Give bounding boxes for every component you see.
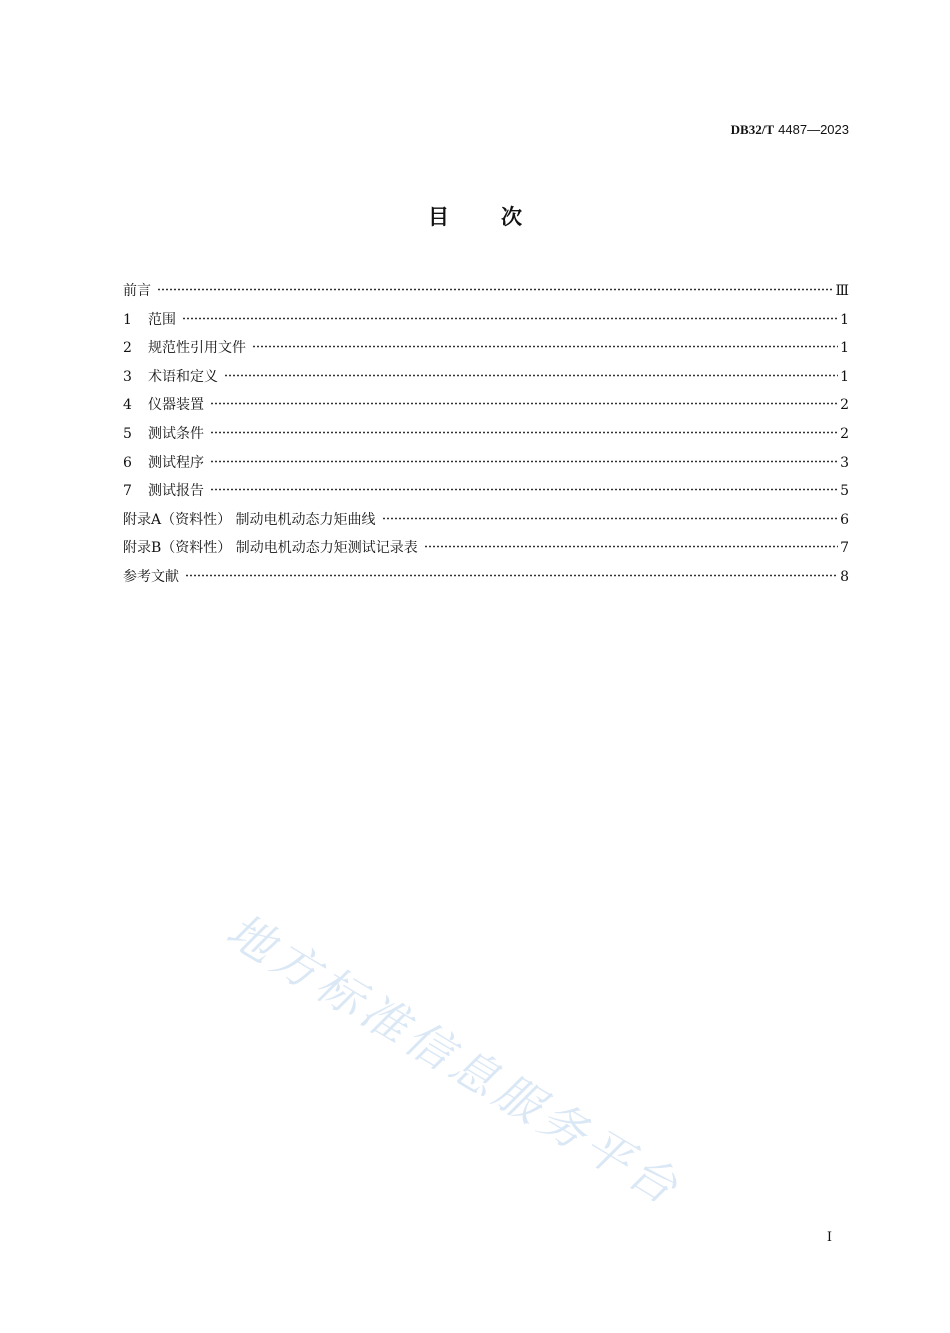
toc-entry-page: 1 [840,368,849,385]
toc-entry-7[interactable] [123,477,849,506]
toc-entry-page: 6 [840,511,849,528]
toc-entry-label: 测试报告 [148,483,204,500]
toc-entry-label: 测试程序 [148,454,204,471]
toc-entry-label: 附录B（资料性） 制动电机动态力矩测试记录表 [123,540,418,557]
toc-entry-page: 5 [840,483,849,500]
toc-entry-number: 4 [123,397,132,414]
toc-entry-page: 3 [840,454,849,471]
toc-entry-label: 术语和定义 [148,368,218,385]
toc-entry-page: 7 [840,540,849,557]
toc-leader-dots [210,488,838,491]
toc-entry-5[interactable] [123,420,849,449]
toc-entry-number: 6 [123,454,132,471]
toc-leader-dots [210,460,838,463]
toc-leader-dots [224,374,838,377]
toc-entry-references[interactable] [123,563,849,592]
toc-entry-appendix-b[interactable] [123,534,849,563]
toc-entry-number: 2 [123,340,132,357]
toc-entry-page: Ⅲ [835,283,849,299]
toc-leader-dots [185,574,838,577]
toc-entry-label: 仪器装置 [148,397,204,414]
toc-entry-page: 2 [840,425,849,442]
toc-leader-dots [424,545,838,548]
toc-entry-6[interactable] [123,449,849,478]
toc-entry-appendix-a[interactable] [123,506,849,535]
toc-entry-page: 1 [840,340,849,357]
standard-code-prefix: DB32/T [730,122,775,137]
toc-entry-3[interactable] [123,363,849,392]
toc-entry-page: 2 [840,397,849,414]
toc-entry-label: 参考文献 [123,568,179,585]
standard-code-number: 4487—2023 [778,122,849,137]
toc-entry-number: 5 [123,425,132,442]
toc-entry-page: 8 [840,568,849,585]
toc-entry-1[interactable] [123,306,849,335]
toc-entry-foreword[interactable] [123,277,849,306]
table-of-contents [123,277,849,592]
page-title [0,202,950,232]
standard-code [731,121,849,140]
toc-leader-dots [252,345,838,348]
toc-entry-page: 1 [840,311,849,328]
page-title-char-1: 目 [428,205,449,229]
page-number: I [826,1230,832,1245]
toc-leader-dots [210,402,838,405]
toc-entry-number: 1 [123,311,132,328]
toc-entry-4[interactable] [123,391,849,420]
toc-entry-number: 3 [123,368,132,385]
toc-entry-label: 前言 [123,283,151,299]
watermark: 地方标准信息服务平台 [217,902,692,1217]
toc-leader-dots [157,288,833,291]
toc-leader-dots [382,517,839,520]
toc-entry-label: 规范性引用文件 [148,340,246,357]
toc-entry-2[interactable] [123,334,849,363]
page-title-char-2: 次 [501,205,522,229]
toc-entry-label: 附录A（资料性） 制动电机动态力矩曲线 [123,511,376,528]
toc-entry-label: 范围 [148,311,176,328]
toc-entry-number: 7 [123,483,132,500]
toc-entry-label: 测试条件 [148,425,204,442]
toc-leader-dots [182,317,838,320]
toc-leader-dots [210,431,838,434]
